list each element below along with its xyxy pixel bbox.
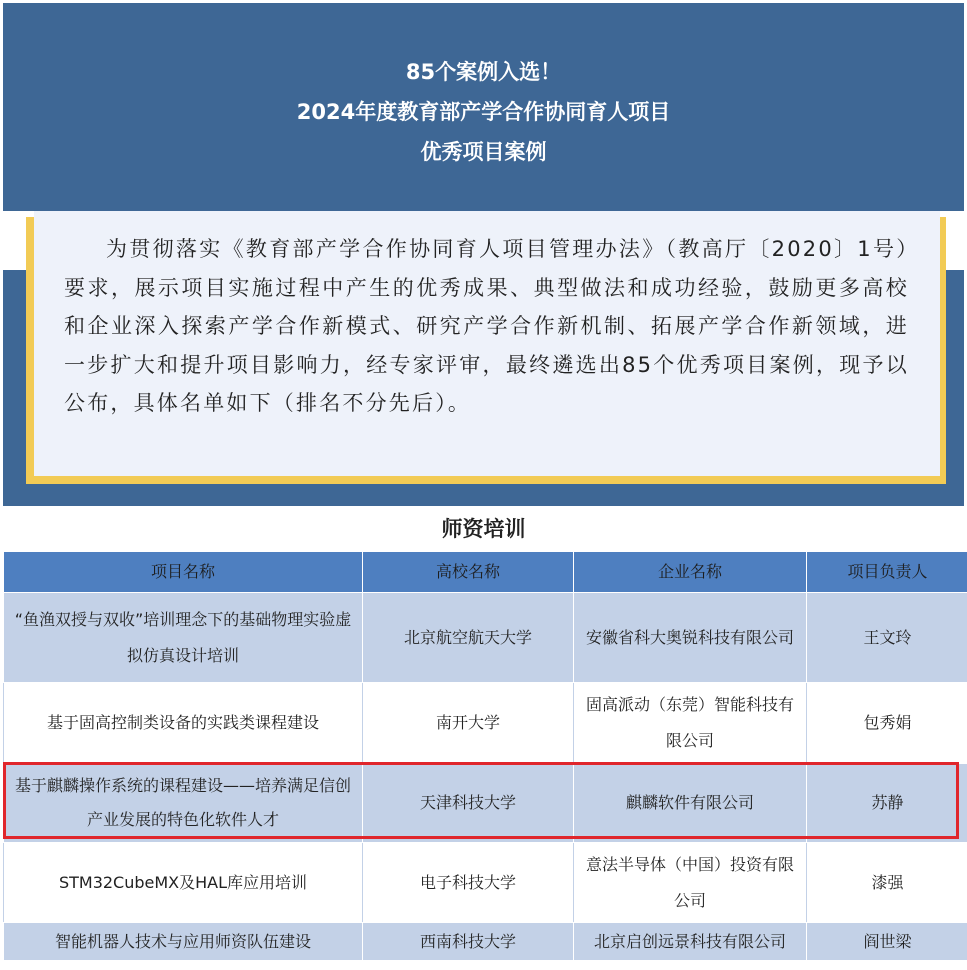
enterprise-cell: 安徽省科大奥锐科技有限公司 — [574, 593, 807, 683]
table-row — [4, 683, 967, 764]
lead-cell: 阎世梁 — [807, 923, 967, 961]
lead-cell: 苏静 — [807, 764, 967, 843]
project-name-cell: 基于麒麟操作系统的课程建设——培养满足信创产业发展的特色化软件人才 — [4, 764, 363, 843]
table-row — [4, 923, 967, 961]
university-cell: 西南科技大学 — [363, 923, 574, 961]
enterprise-cell: 意法半导体（中国）投资有限公司 — [574, 843, 807, 923]
lead-cell: 漆强 — [807, 843, 967, 923]
header-lead: 项目负责人 — [807, 552, 967, 593]
cases-table — [3, 551, 967, 961]
enterprise-cell: 麒麟软件有限公司 — [574, 764, 807, 843]
university-cell: 南开大学 — [363, 683, 574, 764]
title-line-1: 85个案例入选！ — [405, 60, 562, 84]
title-line-3: 优秀项目案例 — [420, 140, 547, 164]
enterprise-cell: 固高派动（东莞）智能科技有限公司 — [574, 683, 807, 764]
header-project-name: 项目名称 — [4, 552, 363, 593]
lead-cell: 王文玲 — [807, 593, 967, 683]
table-row — [4, 843, 967, 923]
table-header-row — [4, 552, 967, 593]
page-title — [3, 52, 964, 172]
table-row — [4, 593, 967, 683]
project-name-cell: STM32CubeMX及HAL库应用培训 — [4, 843, 363, 923]
university-cell: 北京航空航天大学 — [363, 593, 574, 683]
section-title: 师资培训 — [441, 517, 526, 541]
intro-paragraph: 为贯彻落实《教育部产学合作协同育人项目管理办法》（教高厅〔2020〕1号）要求，展示项目实施过程中产生的优秀成果、典型做法和成功经验，鼓励更多高校和企业深入探索产学合作新模式、研究产学合作新机制、拓展产学合作新领域，进一步扩大和提升项目影响力，经专家评审，最终遴选出85个优秀项目案例，现予以公布，具体名单如下（排名不分先后）。 — [64, 237, 909, 415]
title-line-2: 2024年度教育部产学合作协同育人项目 — [296, 100, 671, 124]
header-enterprise: 企业名称 — [574, 552, 807, 593]
project-name-cell: 基于固高控制类设备的实践类课程建设 — [4, 683, 363, 764]
highlight-box — [3, 762, 959, 839]
project-name-cell: 智能机器人技术与应用师资队伍建设 — [4, 923, 363, 961]
project-name-cell: “鱼渔双授与双收”培训理念下的基础物理实验虚拟仿真设计培训 — [4, 593, 363, 683]
university-cell: 天津科技大学 — [363, 764, 574, 843]
lead-cell: 包秀娟 — [807, 683, 967, 764]
university-cell: 电子科技大学 — [363, 843, 574, 923]
enterprise-cell: 北京启创远景科技有限公司 — [574, 923, 807, 961]
header-university: 高校名称 — [363, 552, 574, 593]
